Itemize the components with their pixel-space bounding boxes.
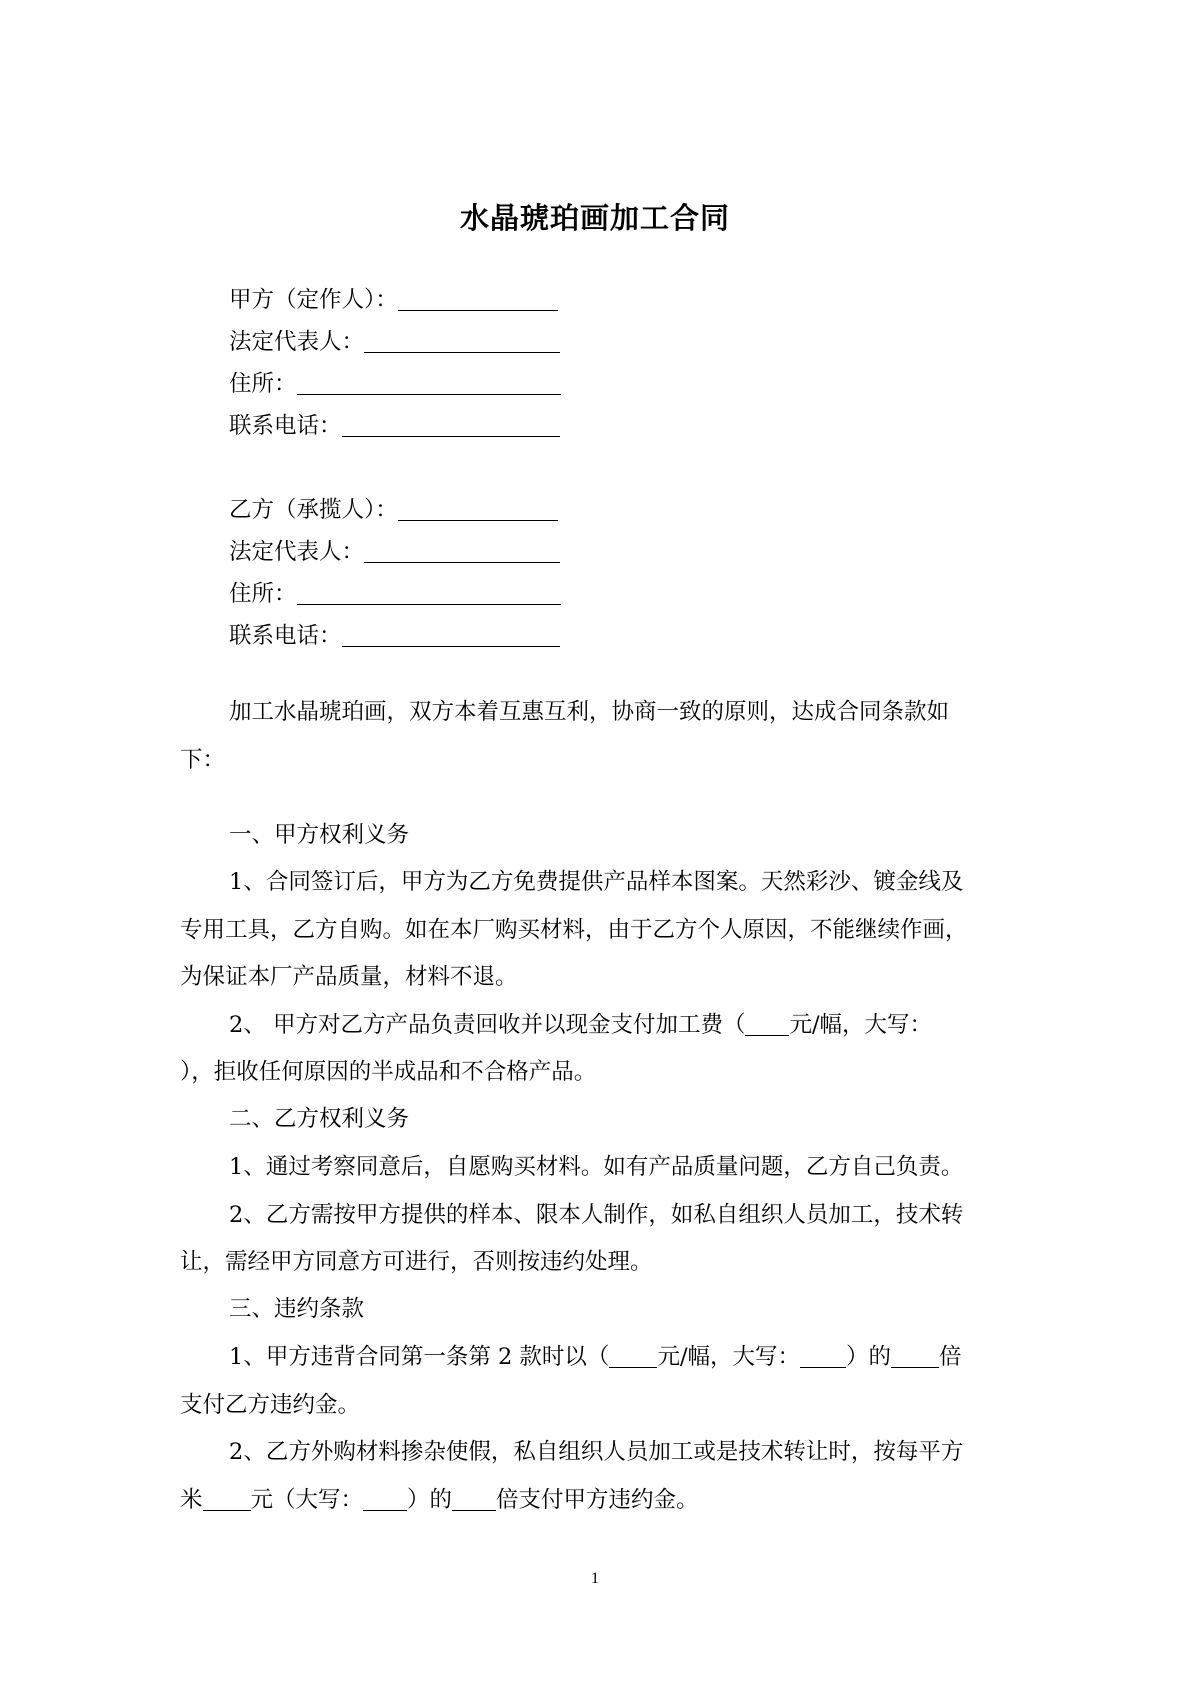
section-3-clause-1-text-c: ）的: [846, 1344, 892, 1370]
party-b-phone-label: 联系电话：: [229, 623, 342, 649]
party-a-address-blank: [297, 372, 561, 395]
party-b-address-blank: [297, 582, 561, 605]
party-b-legal-rep-row: [229, 537, 560, 567]
section-3-clause-1-text-b: 元/幅，大写：: [657, 1344, 801, 1370]
party-b-legal-rep-label: 法定代表人：: [229, 539, 365, 565]
party-a-legal-rep-row: [229, 327, 560, 357]
party-a-heading: 甲方（定作人）：: [229, 287, 398, 313]
section-3-clause-2-text-a: 米: [180, 1487, 203, 1513]
party-b-heading: 乙方（承揽人）：: [229, 497, 398, 523]
section-1-clause-2-text-a: 2、 甲方对乙方产品负责回收并以现金支付加工费（: [229, 1012, 746, 1038]
party-b-legal-rep-blank: [364, 540, 560, 563]
section-1-clause-1-line-2: 专用工具，乙方自购。如在本厂购买材料，由于乙方个人原因，不能继续作画，: [180, 917, 968, 943]
section-2-clause-2-line-2: 让，需经甲方同意方可进行，否则按违约处理。: [180, 1249, 653, 1275]
fee-amount-blank: [745, 1013, 789, 1036]
party-a-legal-rep-label: 法定代表人：: [229, 329, 365, 355]
section-3-clause-1-line-1: [229, 1342, 962, 1372]
section-1-clause-1-line-1: 1、合同签订后，甲方为乙方免费提供产品样本图案。天然彩沙、镀金线及: [229, 869, 964, 895]
section-1-clause-1-line-3: 为保证本厂产品质量，材料不退。: [180, 964, 518, 990]
section-3-clause-1-text-a: 1、甲方违背合同第一条第 2 款时以（: [229, 1344, 610, 1370]
party-b-phone-row: [229, 621, 560, 651]
section-1-clause-2-text-b: 元/幅，大写：: [789, 1012, 933, 1038]
section-3-clause-1-text-d: 倍: [939, 1344, 962, 1370]
section-2-clause-1: 1、通过考察同意后，自愿购买材料。如有产品质量问题，乙方自己负责。: [229, 1154, 964, 1180]
party-b-name-blank: [398, 498, 558, 521]
section-3-clause-2-line-2: [180, 1485, 699, 1515]
per-sqm-amount-blank: [203, 1488, 251, 1511]
party-a-phone-label: 联系电话：: [229, 413, 342, 439]
penalty-amount-blank: [609, 1345, 657, 1368]
section-3-clause-1-line-2: 支付乙方违约金。: [180, 1392, 361, 1418]
party-a-address-label: 住所：: [229, 371, 297, 397]
section-1-heading: 一、甲方权利义务: [229, 822, 410, 848]
per-sqm-multiplier-blank: [452, 1488, 496, 1511]
document-title: 水晶琥珀画加工合同: [459, 201, 730, 235]
section-3-clause-2-text-d: 倍支付甲方违约金。: [496, 1487, 699, 1513]
party-b-heading-row: [229, 495, 558, 525]
party-a-legal-rep-blank: [364, 330, 560, 353]
party-b-address-label: 住所：: [229, 581, 297, 607]
party-a-heading-row: [229, 285, 558, 315]
section-1-clause-2-line-1: [229, 1010, 932, 1040]
section-2-clause-2-line-1: 2、乙方需按甲方提供的样本、限本人制作，如私自组织人员加工，技术转: [229, 1202, 964, 1228]
section-1-clause-2-line-2: ），拒收任何原因的半成品和不合格产品。: [180, 1059, 597, 1085]
intro-line-2: 下：: [180, 747, 226, 773]
party-a-name-blank: [398, 288, 558, 311]
section-3-clause-2-text-b: 元（大写：: [250, 1487, 364, 1513]
section-3-clause-2-text-c: ）的: [407, 1487, 453, 1513]
penalty-amount-words-blank: [800, 1345, 846, 1368]
party-a-phone-blank: [342, 414, 560, 437]
section-2-heading: 二、乙方权利义务: [229, 1106, 410, 1132]
per-sqm-amount-words-blank: [363, 1488, 407, 1511]
penalty-multiplier-blank: [891, 1345, 939, 1368]
section-3-heading: 三、违约条款: [229, 1296, 365, 1322]
party-a-phone-row: [229, 411, 560, 441]
page-number: 1: [591, 1570, 599, 1587]
party-a-address-row: [229, 369, 561, 399]
party-b-address-row: [229, 579, 561, 609]
intro-line-1: 加工水晶琥珀画，双方本着互惠互利，协商一致的原则，达成合同条款如: [229, 699, 950, 725]
party-b-phone-blank: [342, 624, 560, 647]
section-3-clause-2-line-1: 2、乙方外购材料掺杂使假，私自组织人员加工或是技术转让时，按每平方: [229, 1439, 964, 1465]
